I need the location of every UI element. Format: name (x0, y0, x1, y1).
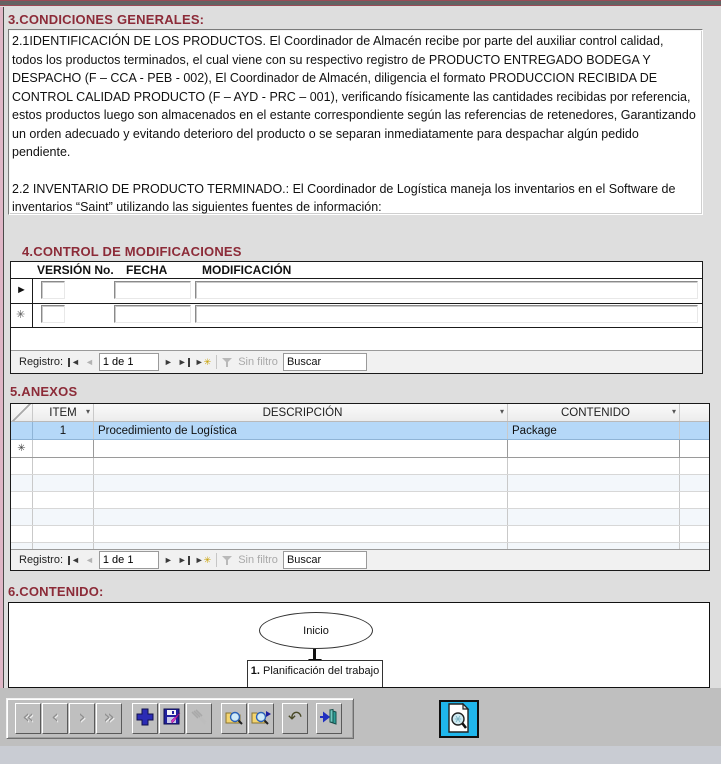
sort-dropdown-icon[interactable]: ▾ (671, 407, 676, 416)
new-record-icon[interactable]: ►✳ (194, 356, 212, 367)
cell-contenido[interactable]: Package (508, 422, 680, 439)
cell-descripcion[interactable]: Procedimiento de Logística (94, 422, 508, 439)
column-header-extra (680, 404, 707, 421)
record-search-input[interactable] (283, 353, 367, 371)
chevron-right-icon: › (78, 705, 86, 728)
anexos-row-selected[interactable] (11, 422, 709, 440)
datasheet-corner-cell[interactable] (11, 404, 33, 421)
modificaciones-header-row (11, 262, 702, 279)
sort-dropdown-icon[interactable]: ▾ (85, 407, 90, 416)
exit-button[interactable] (316, 703, 342, 734)
window-top-border (0, 0, 721, 7)
new-record-asterisk-icon: ✳ (17, 443, 26, 454)
next-record-icon[interactable]: ► (163, 554, 173, 565)
anexos-empty-row (11, 458, 709, 475)
anexos-empty-row (11, 509, 709, 526)
cell-descripcion-new[interactable] (94, 440, 508, 457)
contenido-flowchart-frame (8, 602, 710, 688)
next-record-button[interactable] (69, 703, 95, 734)
window-bottom-border (0, 746, 721, 764)
sort-dropdown-icon[interactable]: ▾ (499, 407, 504, 416)
search-button[interactable] (221, 703, 247, 734)
first-record-icon[interactable]: ◄ (68, 358, 80, 367)
section-title-modificaciones: 4.CONTROL DE MODIFICACIONES (22, 244, 242, 259)
cell-contenido-new[interactable] (508, 440, 680, 457)
document-magnifier-icon (446, 703, 472, 736)
record-nav-label: Registro: (19, 356, 64, 368)
anexos-empty-row (11, 492, 709, 509)
modificacion-input-new[interactable] (195, 305, 698, 323)
anexos-header-row (11, 404, 709, 422)
modificaciones-record-row (11, 279, 702, 304)
folder-search-icon (224, 707, 245, 730)
last-record-button[interactable] (96, 703, 122, 734)
search-next-button[interactable] (248, 703, 274, 734)
cell-extra (680, 422, 707, 439)
nav-separator (216, 553, 217, 567)
modificaciones-subform (10, 261, 703, 374)
column-header-descripcion[interactable]: DESCRIPCIÓN ▾ (94, 404, 508, 421)
anexos-empty-row (11, 475, 709, 492)
plus-icon (135, 707, 155, 730)
navigation-toolbar (6, 698, 354, 739)
flowchart-start-ellipse (259, 612, 373, 649)
modificaciones-record-navigation (11, 350, 702, 373)
record-position-box[interactable] (99, 353, 159, 371)
modificaciones-new-record-row (11, 303, 702, 328)
filter-funnel-icon[interactable] (222, 555, 233, 566)
fecha-input[interactable] (114, 281, 191, 299)
column-header-item[interactable]: ITEM ▾ (33, 404, 94, 421)
record-search-input[interactable] (283, 551, 367, 569)
version-input-new[interactable] (41, 305, 65, 323)
delete-record-button[interactable] (186, 703, 212, 734)
save-record-button[interactable] (159, 703, 185, 734)
record-nav-label: Registro: (19, 554, 64, 566)
save-floppy-icon (162, 707, 182, 730)
section-title-condiciones: 3.CONDICIONES GENERALES: (8, 12, 205, 27)
new-record-icon[interactable]: ►✳ (194, 554, 212, 565)
first-record-icon[interactable]: ◄ (68, 556, 80, 565)
condiciones-paragraph-1: 2.1IDENTIFICACIÓN DE LOS PRODUCTOS. El Coordinador de Almacén recibe por parte del auxiliar control calidad, todos los productos terminados, el cual viene con su respectivo registro de PRODUCTO ENTREGADO BODEGA Y DESPACHO (F – CCA - PEB - 002), El Coordinador de Almacén, diligencia el formato PRODUCCION RECIBIDA DE CONTROL CALIDAD PRODUCTO (F – AYD - PRC – 001), verificando físicamente las cantidades recibidas por referencia, estos productos luego son almacenados en el estante correspondiente según las referencias de retenedores, Garantizando un orden adecuado y evitando deterioro del producto o se separan inmediatamente para despachar algún pedido pendiente. (12, 34, 696, 159)
condiciones-text-field[interactable] (8, 29, 703, 215)
previous-record-icon[interactable]: ◄ (84, 554, 94, 565)
anexos-record-navigation (11, 549, 709, 570)
bottom-toolbar-band (0, 688, 721, 746)
flowchart-step-1-number: 1. (250, 665, 260, 677)
folder-search-next-icon (251, 707, 272, 730)
anexos-new-record-row[interactable] (11, 440, 709, 458)
column-header-modificacion: MODIFICACIÓN (202, 263, 292, 277)
previous-record-icon[interactable]: ◄ (84, 356, 94, 367)
cell-item[interactable]: 1 (33, 422, 94, 439)
last-record-icon[interactable]: ► (178, 556, 190, 565)
modificacion-input[interactable] (195, 281, 698, 299)
section-title-contenido: 6.CONTENIDO: (8, 584, 104, 599)
filter-state-label: Sin filtro (238, 356, 278, 368)
anexos-empty-row (11, 526, 709, 543)
eraser-brush-icon (189, 707, 209, 730)
double-chevron-right-icon: » (103, 705, 115, 728)
row-selector-cell[interactable] (11, 422, 33, 439)
cell-item-new[interactable] (33, 440, 94, 457)
cell-extra-new (680, 440, 707, 457)
flowchart-start-label: Inicio (303, 624, 329, 637)
filter-state-label: Sin filtro (238, 554, 278, 566)
column-header-version: VERSIÓN No. (37, 263, 114, 277)
print-preview-button[interactable] (439, 700, 479, 738)
previous-record-button[interactable] (42, 703, 68, 734)
last-record-icon[interactable]: ► (178, 358, 190, 367)
version-input[interactable] (41, 281, 65, 299)
undo-arrow-icon: ↶ (287, 707, 303, 728)
record-position-box[interactable] (99, 551, 159, 569)
double-chevron-left-icon: « (22, 705, 34, 728)
column-header-contenido[interactable]: CONTENIDO ▾ (508, 404, 680, 421)
first-record-button[interactable] (15, 703, 41, 734)
next-record-icon[interactable]: ► (163, 356, 173, 367)
anexos-datasheet (10, 403, 710, 571)
chevron-left-icon: ‹ (51, 705, 59, 728)
section-title-anexos: 5.ANEXOS (10, 384, 78, 399)
column-header-fecha: FECHA (126, 263, 168, 277)
flowchart-step-1-label: Planificación del trabajo (259, 665, 380, 677)
new-record-selector-cell[interactable] (11, 440, 33, 457)
window-left-border-line (3, 7, 4, 688)
add-record-button[interactable] (132, 703, 158, 734)
filter-funnel-icon[interactable] (222, 357, 233, 368)
current-record-arrow-icon: ► (16, 284, 27, 296)
undo-button[interactable] (282, 703, 308, 734)
condiciones-paragraph-2: 2.2 INVENTARIO DE PRODUCTO TERMINADO.: El Coordinador de Logística maneja los inventarios en el Software de inventarios “Saint” utilizando las siguientes fuentes de información: (12, 181, 676, 214)
nav-separator (216, 355, 217, 369)
fecha-input-new[interactable] (114, 305, 191, 323)
new-record-asterisk-icon: ✳ (16, 309, 26, 321)
flowchart-step-1-box (247, 660, 383, 688)
exit-door-icon (319, 707, 339, 730)
